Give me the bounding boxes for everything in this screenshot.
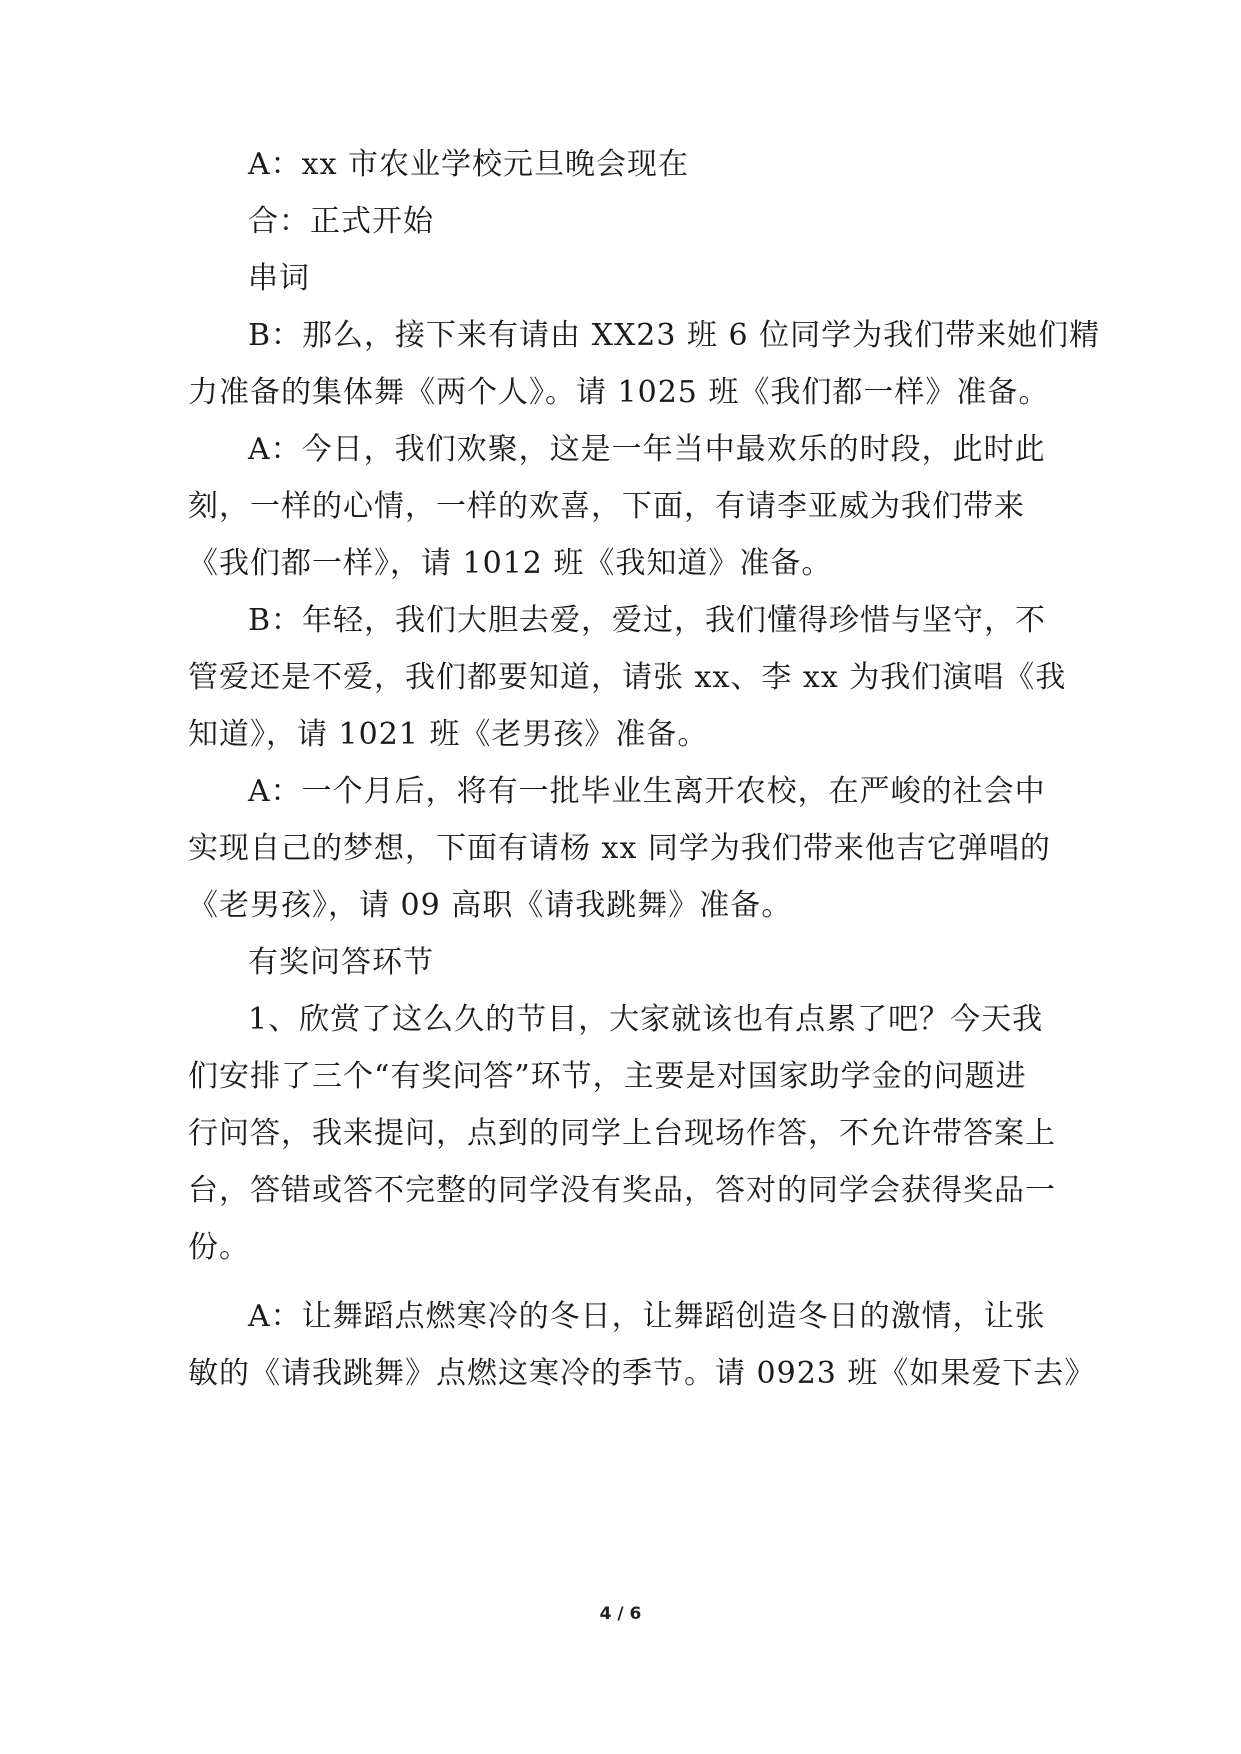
paragraph-line: 1、欣赏了这么久的节目，大家就该也有点累了吧？今天我 — [248, 1002, 1044, 1037]
paragraph-line: 台，答错或答不完整的同学没有奖品，答对的同学会获得奖品一 — [188, 1173, 1056, 1208]
paragraph-line: 知道》，请 1021 班《老男孩》准备。 — [188, 717, 709, 752]
paragraph-line: 敏的《请我跳舞》点燃这寒冷的季节。请 0923 班《如果爱下去》 — [188, 1356, 1096, 1391]
paragraph-line: 行问答，我来提问，点到的同学上台现场作答，不允许带答案上 — [188, 1116, 1056, 1151]
paragraph-line: 实现自己的梦想，下面有请杨 xx 同学为我们带来他吉它弹唱的 — [188, 831, 1051, 866]
paragraph-line: 力准备的集体舞《两个人》。请 1025 班《我们都一样》准备。 — [188, 375, 1050, 410]
paragraph-line: A：xx 市农业学校元旦晚会现在 — [248, 147, 690, 182]
page-number: 4 / 6 — [599, 1604, 642, 1624]
paragraph-line: B：年轻，我们大胆去爱，爱过，我们懂得珍惜与坚守，不 — [248, 603, 1047, 638]
paragraph-line: 合：正式开始 — [248, 204, 434, 239]
paragraph-line: A：今日，我们欢聚，这是一年当中最欢乐的时段，此时此 — [248, 432, 1046, 467]
paragraph-line: 管爱还是不爱，我们都要知道，请张 xx、李 xx 为我们演唱《我 — [188, 660, 1067, 695]
paragraph-line: B：那么，接下来有请由 XX23 班 6 位同学为我们带来她们精 — [248, 318, 1101, 353]
paragraph-line: 们安排了三个“有奖问答”环节，主要是对国家助学金的问题进 — [188, 1059, 1027, 1094]
paragraph-line: 《老男孩》，请 09 高职《请我跳舞》准备。 — [188, 888, 793, 923]
paragraph-line: 份。 — [188, 1230, 250, 1265]
paragraph-line: A：让舞蹈点燃寒冷的冬日，让舞蹈创造冬日的激情，让张 — [248, 1299, 1046, 1334]
paragraph-line: A：一个月后，将有一批毕业生离开农校，在严峻的社会中 — [248, 774, 1046, 809]
paragraph-line: 刻，一样的心情，一样的欢喜，下面，有请李亚威为我们带来 — [188, 489, 1025, 524]
section-heading: 有奖问答环节 — [248, 945, 434, 980]
section-heading: 串词 — [248, 261, 310, 296]
paragraph-line: 《我们都一样》，请 1012 班《我知道》准备。 — [188, 546, 833, 581]
